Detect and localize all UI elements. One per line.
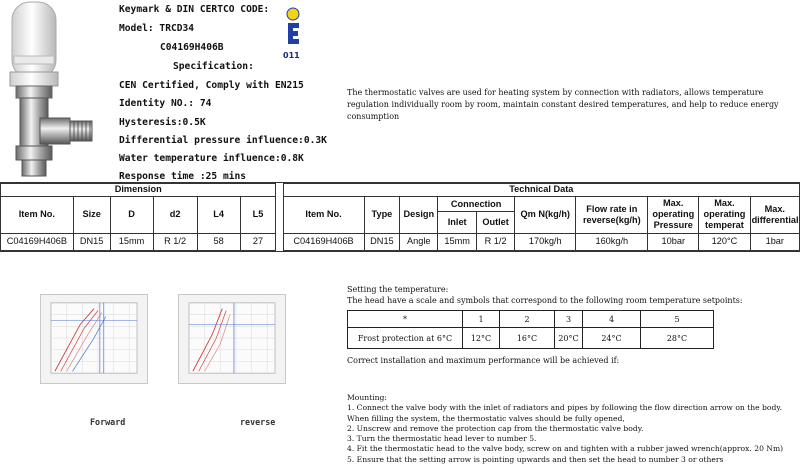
table-row xyxy=(1,233,800,250)
cell-item: C04169H406B xyxy=(1,233,74,250)
col-size: Size xyxy=(73,196,110,233)
col-type: Type xyxy=(364,196,400,233)
setpoint-value: 16°C xyxy=(500,328,555,349)
setpoint-header: 4 xyxy=(583,311,641,328)
cell-qm: 170kg/h xyxy=(515,233,576,250)
cell-d: 15mm xyxy=(110,233,153,250)
setpoint-value: Frost protection at 6°C xyxy=(348,328,463,349)
col-l4: L4 xyxy=(197,196,240,233)
reverse-chart-image xyxy=(178,294,286,384)
water-temperature: Water temperature influence:0.8K xyxy=(119,153,304,164)
cell-differential: 1bar xyxy=(750,233,799,250)
mounting-step: 5. Ensure that the setting arrow is pointing upwards and then set the head to number 3 or others xyxy=(347,454,724,464)
technical-table xyxy=(0,182,800,252)
setpoint-table xyxy=(347,310,714,349)
cell-size: DN15 xyxy=(73,233,110,250)
setpoint-header: 5 xyxy=(641,311,714,328)
mounting-step: 4. Fit the thermostatic head to the valve body, screw on and tighten with a rubber jawed wrench(approx. 20 Nm) xyxy=(347,444,784,454)
cell-design: Angle xyxy=(400,233,438,250)
keymark-label: Keymark & DIN CERTCO CODE: xyxy=(119,4,270,15)
setting-section xyxy=(347,284,792,306)
setpoint-value: 20°C xyxy=(555,328,583,349)
hysteresis: Hysteresis:0.5K xyxy=(119,117,206,128)
cell-inlet: 15mm xyxy=(438,233,477,250)
col-item-no-2: Item No. xyxy=(283,196,364,233)
installation-note: Correct installation and maximum performance will be achieved if: xyxy=(347,356,620,365)
setpoint-value: 12°C xyxy=(463,328,500,349)
col-flow-reverse: Flow rate in reverse(kg/h) xyxy=(576,196,648,233)
reverse-caption: reverse xyxy=(240,417,276,427)
differential-pressure: Differential pressure influence:0.3K xyxy=(119,135,327,146)
mounting-step: 1. Connect the valve body with the inlet of radiators and pipes by following the flow direction arrow on the body. When filling the system, the thermostatic valves should be fully opened, xyxy=(347,403,783,423)
cell-type: DN15 xyxy=(364,233,400,250)
forward-caption: Forward xyxy=(90,417,126,427)
specification-label: Specification: xyxy=(173,61,254,72)
mounting-section xyxy=(347,393,797,465)
col-max-temperature: Max. operating temperat xyxy=(699,196,750,233)
col-item-no: Item No. xyxy=(1,196,74,233)
cell-temperature: 120°C xyxy=(699,233,750,250)
col-max-pressure: Max. operating Pressure xyxy=(648,196,699,233)
technical-group-header: Technical Data xyxy=(283,184,799,197)
col-d: D xyxy=(110,196,153,233)
setting-description: The head have a scale and symbols that correspond to the following room temperature setpoints: xyxy=(347,296,743,305)
mounting-step: 2. Unscrew and remove the protection cap from the thermostatic valve body. xyxy=(347,423,644,433)
col-qm: Qm N(kg/h) xyxy=(515,196,576,233)
mounting-step: 3. Turn the thermostatic head lever to number 5. xyxy=(347,434,537,444)
cell-l4: 58 xyxy=(197,233,240,250)
col-inlet: Inlet xyxy=(438,212,477,234)
mounting-title: Mounting: xyxy=(347,393,387,402)
keymark-code: 011 xyxy=(283,51,300,60)
setpoint-value: 24°C xyxy=(583,328,641,349)
cell-pressure: 10bar xyxy=(648,233,699,250)
col-design: Design xyxy=(400,196,438,233)
setting-title: Setting the temperature: xyxy=(347,285,449,294)
col-d2: d2 xyxy=(153,196,197,233)
setpoint-value: 28°C xyxy=(641,328,714,349)
model-label: Model: TRCD34 xyxy=(119,23,195,34)
table-gap xyxy=(276,184,283,251)
cell-flow: 160kg/h xyxy=(576,233,648,250)
col-l5: L5 xyxy=(240,196,276,233)
forward-chart-image xyxy=(40,294,148,384)
col-connection: Connection xyxy=(438,196,515,211)
item-code: C04169H406B xyxy=(160,42,224,53)
cell-item-2: C04169H406B xyxy=(283,233,364,250)
col-outlet: Outlet xyxy=(477,212,515,234)
response-time: Response time :25 mins xyxy=(119,171,247,182)
valve-product-image xyxy=(0,0,112,178)
setpoint-header: 1 xyxy=(463,311,500,328)
cen-certified: CEN Certified, Comply with EN215 xyxy=(119,80,304,91)
setpoint-header: 3 xyxy=(555,311,583,328)
cell-d2: R 1/2 xyxy=(153,233,197,250)
col-max-differential: Max. differential xyxy=(750,196,799,233)
cell-outlet: R 1/2 xyxy=(477,233,515,250)
identity-number: Identity NO.: 74 xyxy=(119,98,212,109)
intro-text: The thermostatic valves are used for heating system by connection with radiators, allows temperature regulation individually room by room, maintain constant desired temperatures, and help to reduce energy consumption xyxy=(347,88,779,121)
dimension-group-header: Dimension xyxy=(1,184,276,197)
setpoint-header: * xyxy=(348,311,463,328)
setpoint-header: 2 xyxy=(500,311,555,328)
cell-l5: 27 xyxy=(240,233,276,250)
